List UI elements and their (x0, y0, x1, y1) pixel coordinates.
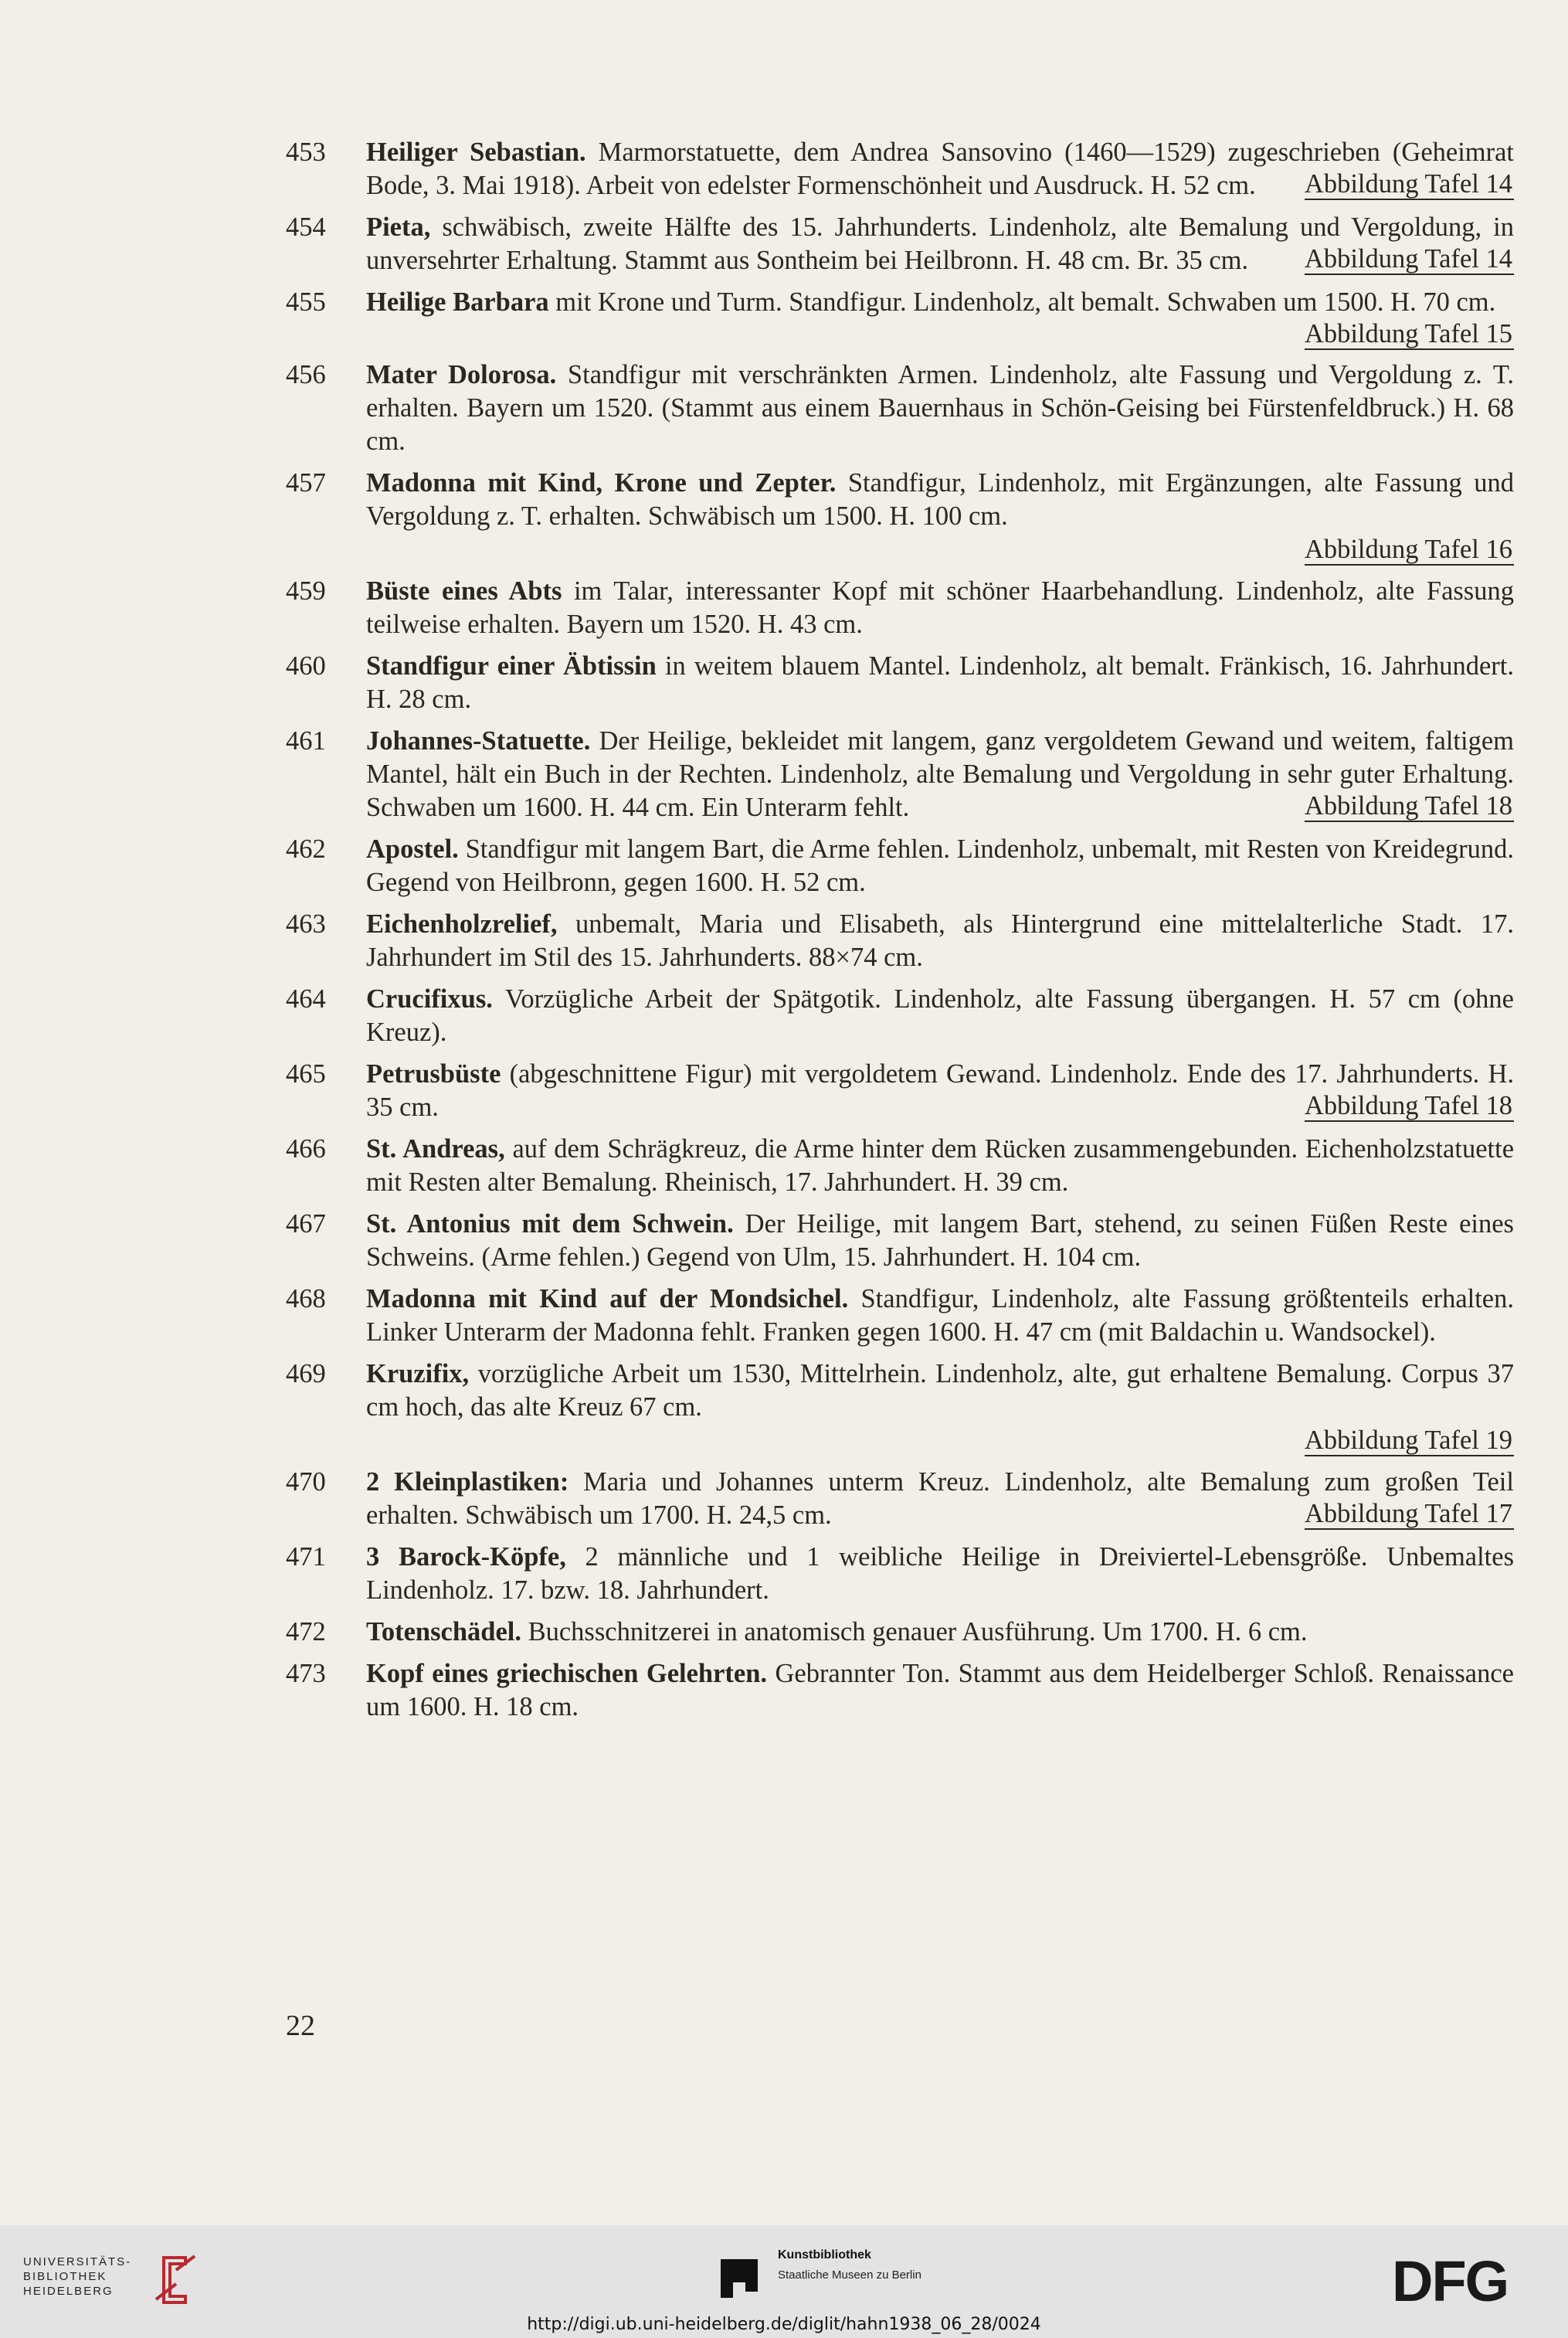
plate-reference: Abbildung Tafel 19 (1304, 1426, 1512, 1455)
entry-title: Standfigur einer Äbtissin (366, 651, 657, 681)
entry-title: Kopf eines griechischen Gelehrten. (366, 1659, 768, 1688)
catalog-entry (286, 1657, 1514, 1724)
plate-reference: Abbildung Tafel 18 (1304, 1091, 1512, 1120)
entry-body (366, 575, 1514, 641)
plate-reference: Abbildung Tafel 14 (1304, 244, 1512, 274)
plate-reference: Abbildung Tafel 14 (1304, 169, 1512, 199)
entry-number: 469 (286, 1359, 326, 1388)
entry-title: Crucifixus. (366, 984, 493, 1014)
entry-number: 472 (286, 1617, 326, 1646)
entry-description: mit Krone und Turm. Standfigur. Lindenholz, alt bemalt. Schwaben um 1500. H. 70 cm. (548, 287, 1496, 317)
entry-number: 464 (286, 984, 326, 1014)
catalog-entry (286, 211, 1514, 277)
entry-number: 454 (286, 212, 326, 242)
entry-description: 2 männliche und 1 weibliche Heilige in Dreiviertel-Lebensgröße. Unbemaltes Lindenholz. 17. bzw. 18. Jahrhundert. (366, 1542, 1515, 1605)
entry-description: Gebrannter Ton. Stammt aus dem Heidelberger Schloß. Renaissance um 1600. H. 18 cm. (366, 1659, 1514, 1721)
entry-description: schwäbisch, zweite Hälfte des 15. Jahrhunderts. Lindenholz, alte Bemalung und Vergoldung, in unversehrter Erhaltung. Stammt aus Sontheim bei Heilbronn. H. 48 cm. Br. 35 cm. (366, 212, 1514, 275)
entry-number: 460 (286, 651, 326, 681)
catalog-entry (286, 833, 1514, 899)
entry-title: 2 Kleinplastiken: (366, 1467, 569, 1497)
dfg-logo-text: DFG (1392, 2253, 1509, 2307)
entry-body (366, 286, 1514, 350)
entry-number: 470 (286, 1467, 326, 1497)
catalog-entry (286, 1616, 1514, 1649)
catalog-entry (286, 359, 1514, 458)
entry-number: 468 (286, 1284, 326, 1313)
entry-number: 471 (286, 1542, 326, 1572)
entry-title: Pieta, (366, 212, 431, 242)
entry-description: im Talar, interessanter Kopf mit schöner Haarbehandlung. Lindenholz, alte Fassung teilweise erhalten. Bayern um 1520. H. 43 cm. (366, 576, 1514, 639)
entry-title: 3 Barock-Köpfe, (366, 1542, 566, 1572)
ub-mark-icon (141, 2253, 210, 2307)
kunstbibliothek-logo[interactable] (714, 2247, 993, 2309)
entry-body (366, 211, 1514, 277)
entry-body (366, 1208, 1514, 1274)
entry-description: in weitem blauem Mantel. Lindenholz, alt bemalt. Fränkisch, 16. Jahrhundert. H. 28 cm. (366, 651, 1515, 714)
entry-number: 466 (286, 1134, 326, 1164)
entry-body (366, 1541, 1514, 1607)
plate-reference: Abbildung Tafel 15 (1304, 319, 1512, 348)
catalog-entry (286, 1466, 1514, 1532)
entry-description: unbemalt, Maria und Elisabeth, als Hintergrund eine mittelalterliche Stadt. 17. Jahrhundert im Stil des 15. Jahrhunderts. 88×74 cm. (366, 909, 1514, 972)
ub-heidelberg-logo[interactable] (23, 2253, 209, 2307)
entry-body (366, 467, 1514, 566)
catalog-entry (286, 136, 1514, 202)
entry-body (366, 983, 1514, 1049)
entry-title: Büste eines Abts (366, 576, 562, 606)
entry-number: 455 (286, 287, 326, 317)
entry-description: Buchsschnitzerei in anatomisch genauer Ausführung. Um 1700. H. 6 cm. (521, 1617, 1308, 1646)
entry-title: Heiliger Sebastian. (366, 138, 586, 167)
catalog-entries (286, 136, 1514, 1732)
entry-body (366, 650, 1514, 716)
entry-description: auf dem Schrägkreuz, die Arme hinter dem Rücken zusammengebunden. Eichenholzstatuette mit Resten alter Bemalung. Rheinisch, 17. Jahrhundert. H. 39 cm. (366, 1134, 1515, 1197)
entry-title: Madonna mit Kind, Krone und Zepter. (366, 468, 837, 498)
entry-body (366, 908, 1514, 974)
ub-logo-line1: UNIVERSITÄTS- (23, 2255, 132, 2268)
entry-description: Standfigur, Lindenholz, mit Ergänzungen, alte Fassung und Vergoldung z. T. erhalten. Schwäbisch um 1500. H. 100 cm. (366, 468, 1514, 531)
entry-number: 457 (286, 468, 326, 498)
dfg-logo[interactable] (1390, 2253, 1545, 2307)
ub-logo-line3: HEIDELBERG (23, 2285, 114, 2298)
entry-body (366, 725, 1514, 824)
entry-title: Petrusbüste (366, 1059, 501, 1089)
entry-description: Vorzügliche Arbeit der Spätgotik. Lindenholz, alte Fassung übergangen. H. 57 cm (ohne Kreuz). (366, 984, 1514, 1047)
catalog-entry (286, 1133, 1514, 1199)
catalog-entry (286, 983, 1514, 1049)
entry-number: 459 (286, 576, 326, 606)
footer-bar (0, 2225, 1568, 2338)
entry-number: 456 (286, 360, 326, 389)
entry-description: Der Heilige, mit langem Bart, stehend, zu seinen Füßen Reste eines Schweins. (Arme fehlen.) Gegend von Ulm, 15. Jahrhundert. H. 104 cm. (366, 1209, 1514, 1272)
entry-body (366, 1058, 1514, 1124)
entry-description: vorzügliche Arbeit um 1530, Mittelrhein. Lindenholz, alte, gut erhaltene Bemalung. Corpus 37 cm hoch, das alte Kreuz 67 cm. (366, 1359, 1514, 1422)
entry-body (366, 1133, 1514, 1199)
catalog-entry (286, 1058, 1514, 1124)
entry-body (366, 1283, 1514, 1349)
entry-body (366, 1657, 1514, 1724)
catalog-entry (286, 1283, 1514, 1349)
entry-description: (abgeschnittene Figur) mit vergoldetem Gewand. Lindenholz. Ende des 17. Jahrhunderts. H. 35 cm. (366, 1059, 1514, 1122)
plate-reference: Abbildung Tafel 17 (1304, 1499, 1512, 1528)
entry-number: 473 (286, 1659, 326, 1688)
catalog-entry (286, 1358, 1514, 1457)
entry-body (366, 136, 1514, 202)
plate-reference: Abbildung Tafel 18 (1304, 791, 1512, 821)
entry-title: Heilige Barbara (366, 287, 549, 317)
entry-description: Der Heilige, bekleidet mit langem, ganz vergoldetem Gewand und weitem, faltigem Mantel, hält ein Buch in der Rechten. Lindenholz, alte Bemalung und Vergoldung in sehr guter Erhaltung. Schwaben um 1600. H. 44 cm. Ein Unterarm fehlt. (366, 726, 1514, 822)
kunstbibliothek-title: Kunstbibliothek (778, 2248, 871, 2262)
entry-title: Madonna mit Kind auf der Mondsichel. (366, 1284, 849, 1313)
kunstbibliothek-subtitle: Staatliche Museen zu Berlin (778, 2268, 921, 2282)
plate-reference: Abbildung Tafel 16 (1304, 535, 1512, 564)
entry-description: Standfigur mit verschränkten Armen. Lindenholz, alte Fassung und Vergoldung z. T. erhalten. Bayern um 1520. (Stammt aus einem Bauernhaus in Schön-Geising bei Fürstenfeldbruck.) H. 68 cm. (366, 360, 1514, 456)
dfg-logo-graphic (1390, 2253, 1545, 2307)
catalog-entry (286, 1541, 1514, 1607)
entry-body (366, 833, 1514, 899)
entry-number: 463 (286, 909, 326, 939)
catalog-entry (286, 286, 1514, 350)
entry-description: Maria und Johannes unterm Kreuz. Lindenholz, alte Bemalung zum großen Teil erhalten. Schwäbisch um 1700. H. 24,5 cm. (366, 1467, 1514, 1530)
entry-number: 465 (286, 1059, 326, 1089)
entry-title: Apostel. (366, 834, 459, 864)
entry-body (366, 359, 1514, 458)
permalink-url[interactable]: http://digi.ub.uni-heidelberg.de/diglit/hahn1938_06_28/0024 (527, 2315, 1041, 2334)
entry-description: Standfigur mit langem Bart, die Arme fehlen. Lindenholz, unbemalt, mit Resten von Kreidegrund. Gegend von Heilbronn, gegen 1600. H. 52 cm. (366, 834, 1514, 897)
catalog-entry (286, 650, 1514, 716)
kunstbibliothek-mark-icon (714, 2251, 764, 2301)
catalog-entry (286, 1208, 1514, 1274)
entry-body (366, 1466, 1514, 1532)
entry-title: Totenschädel. (366, 1617, 521, 1646)
ub-logo-line2: BIBLIOTHEK (23, 2270, 107, 2283)
entry-title: St. Andreas, (366, 1134, 505, 1164)
catalog-entry (286, 725, 1514, 824)
entry-number: 462 (286, 834, 326, 864)
entry-number: 467 (286, 1209, 326, 1239)
catalog-entry (286, 575, 1514, 641)
entry-number: 453 (286, 138, 326, 167)
entry-number: 461 (286, 726, 326, 756)
entry-description: Marmorstatuette, dem Andrea Sansovino (1460—1529) zugeschrieben (Geheimrat Bode, 3. Mai 1918). Arbeit von edelster Formenschönheit und Ausdruck. H. 52 cm. (366, 138, 1515, 200)
entry-description: Standfigur, Lindenholz, alte Fassung größtenteils erhalten. Linker Unterarm der Madonna fehlt. Franken gegen 1600. H. 47 cm (mit Baldachin u. Wandsockel). (366, 1284, 1514, 1347)
catalog-entry (286, 467, 1514, 566)
catalog-entry (286, 908, 1514, 974)
entry-title: Mater Dolorosa. (366, 360, 557, 389)
page-number: 22 (286, 2010, 315, 2042)
entry-body (366, 1616, 1514, 1649)
entry-title: Eichenholzrelief, (366, 909, 558, 939)
entry-title: Kruzifix, (366, 1359, 470, 1388)
entry-body (366, 1358, 1514, 1457)
entry-title: St. Antonius mit dem Schwein. (366, 1209, 734, 1239)
entry-title: Johannes-Statuette. (366, 726, 591, 756)
